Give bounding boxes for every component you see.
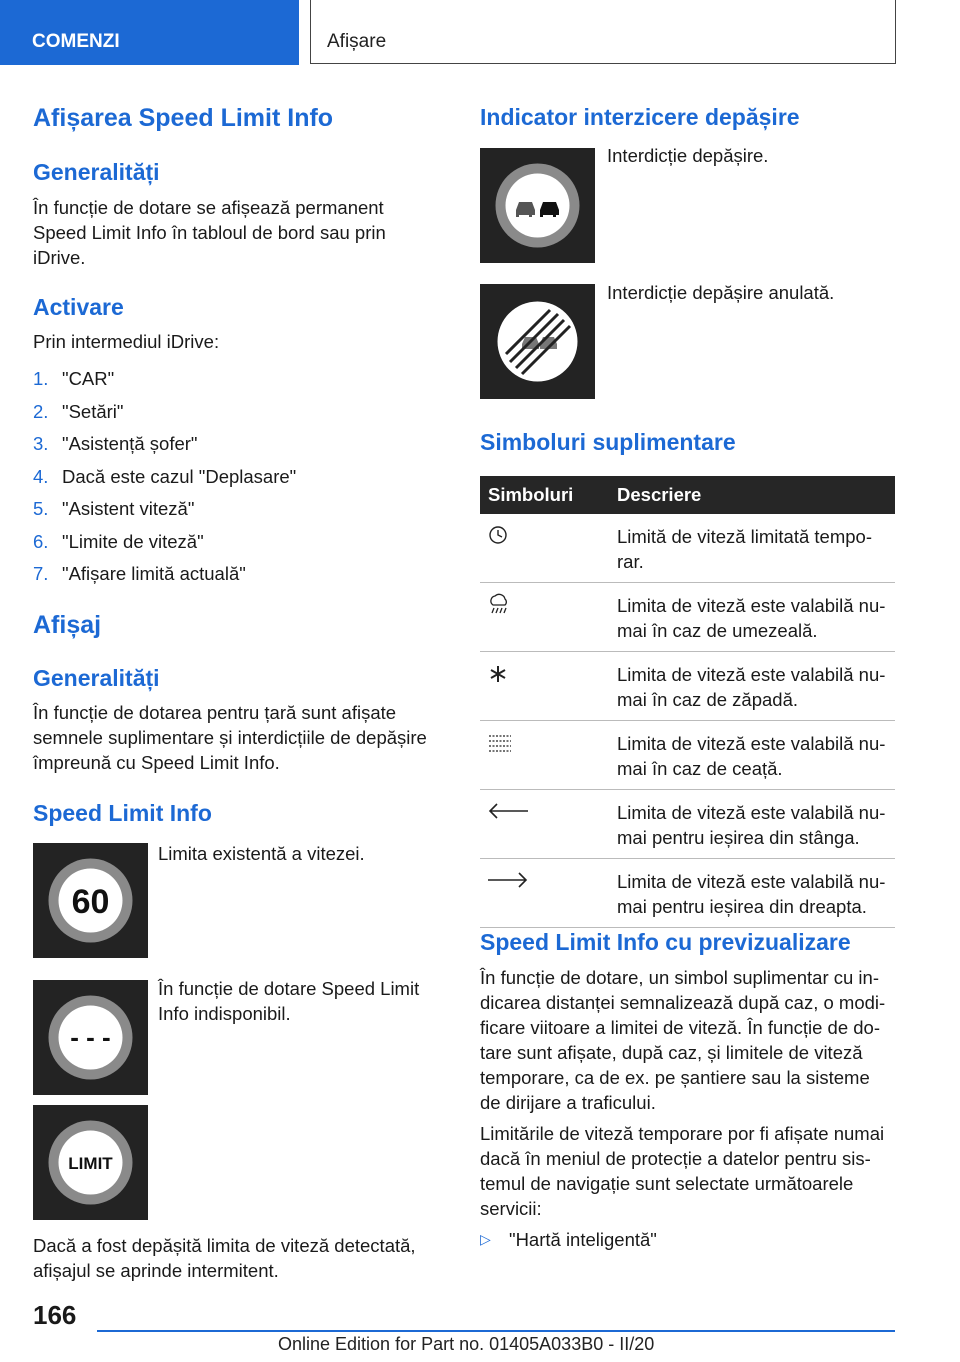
triangle-bullet-icon: ▷ xyxy=(480,1231,491,1247)
general-text: În funcție de dotare se afișează permanent Speed Limit Info în tabloul de bord sau prin iDrive. xyxy=(33,197,386,268)
table-row: Limita de viteză este valabilă nu- mai în caz de ceață. xyxy=(480,721,895,790)
arrow-left-icon xyxy=(486,800,530,822)
step-item: 4. Dacă este cazul "Deplasare" xyxy=(33,465,297,487)
end-no-overtaking-text: Interdicție depășire anulată. xyxy=(607,282,835,303)
speed-sign-value: 60 xyxy=(71,883,110,921)
step-item: 2. "Setări" xyxy=(33,400,124,422)
end-no-overtaking-sign xyxy=(480,284,595,399)
limit-sign-icon xyxy=(33,1105,148,1220)
chapter-tab xyxy=(310,0,896,64)
extra-symbols-heading: Simboluri suplimentare xyxy=(480,429,736,455)
step-item: 3. "Asistență șofer" xyxy=(33,433,198,454)
table-row: Limita de viteză este valabilă nu- mai pentru ieșirea din stânga. xyxy=(480,790,895,859)
step-item: 5. "Asistent viteză" xyxy=(33,498,195,519)
no-overtaking-icon xyxy=(480,148,595,263)
symbols-table xyxy=(480,476,895,928)
page-title: Afișarea Speed Limit Info xyxy=(33,104,334,132)
speed-limit-unavailable-sign xyxy=(33,980,148,1095)
no-overtaking-text: Interdicție depășire. xyxy=(607,145,769,166)
arrow-right-icon xyxy=(486,869,530,891)
fog-icon xyxy=(486,731,514,755)
general-heading: Generalități xyxy=(33,159,160,185)
table-row: Limita de viteză este valabilă nu- mai în caz de zăpadă. xyxy=(480,652,895,721)
col-header-description: Descriere xyxy=(609,476,895,514)
display-general-heading: Generalități xyxy=(33,665,160,691)
sign2-text: În funcție de dotare Speed Limit Info indisponibil. xyxy=(158,978,420,1024)
section-tab xyxy=(0,0,299,65)
rain-cloud-icon xyxy=(486,593,512,617)
table-header-row xyxy=(480,476,895,514)
activation-heading: Activare xyxy=(33,294,124,320)
preview-para1: În funcție de dotare, un simbol suplimentar cu in- dicarea distanței semnalizează după caz, o modi- ficare viitoare a limitei de viteză. În funcție de do- tare sunt afișate, după caz, și limitele de viteză temporare, ca de ex. pe șantiere sau la sisteme de dirijare a traficului. xyxy=(480,967,886,1113)
speed-limit-60-sign xyxy=(33,843,148,958)
snowflake-icon xyxy=(486,662,510,686)
section-label: COMENZI xyxy=(32,31,120,52)
speed-sign-icon xyxy=(33,843,148,958)
limit-sign xyxy=(33,1105,148,1220)
display-text: În funcție de dotarea pentru țară sunt afișate semnele suplimentare și interdicțiile de depășire împreună cu Speed Limit Info. xyxy=(33,702,427,773)
step-item: 6. "Limite de viteză" xyxy=(33,530,204,552)
page-number: 166 xyxy=(33,1300,77,1330)
col-header-symbols: Simboluri xyxy=(480,476,609,514)
table-row: Limita de viteză este valabilă nu- mai în caz de umezeală. xyxy=(480,583,895,652)
chapter-label: Afișare xyxy=(327,31,387,52)
table-row: Limită de viteză limitată tempo- rar. xyxy=(480,514,895,583)
activation-intro: Prin intermediul iDrive: xyxy=(33,331,220,352)
preview-para2: Limitările de viteză temporare por fi afișate numai dacă în meniul de protecție a datelor pentru sis- temul de navigație sunt selectate următoarele servicii: xyxy=(480,1123,885,1219)
end-no-overtaking-icon xyxy=(480,284,595,399)
overtaking-heading: Indicator interzicere depășire xyxy=(480,104,800,130)
sli-heading: Speed Limit Info xyxy=(33,800,212,826)
limit-sign-value: LIMIT xyxy=(68,1154,113,1173)
sign1-text: Limita existentă a vitezei. xyxy=(158,843,365,864)
step-item: 1. "CAR" xyxy=(33,368,115,389)
flash-text: Dacă a fost depășită limita de viteză detectată, afișajul se aprinde intermitent. xyxy=(33,1235,416,1281)
unavailable-sign-value: - - - xyxy=(70,1022,111,1052)
step-item: 7. "Afișare limită actuală" xyxy=(33,563,246,584)
table-row: Limita de viteză este valabilă nu- mai pentru ieșirea din dreapta. xyxy=(480,859,895,928)
clock-icon xyxy=(486,524,510,546)
footer-divider xyxy=(97,1330,895,1332)
unavailable-sign-icon xyxy=(33,980,148,1095)
display-heading: Afișaj xyxy=(33,611,102,639)
edition-note: Online Edition for Part no. 01405A033B0 - II/20 xyxy=(278,1334,655,1354)
preview-heading: Speed Limit Info cu previzualizare xyxy=(480,929,851,955)
activation-steps xyxy=(33,368,443,596)
no-overtaking-sign xyxy=(480,148,595,263)
